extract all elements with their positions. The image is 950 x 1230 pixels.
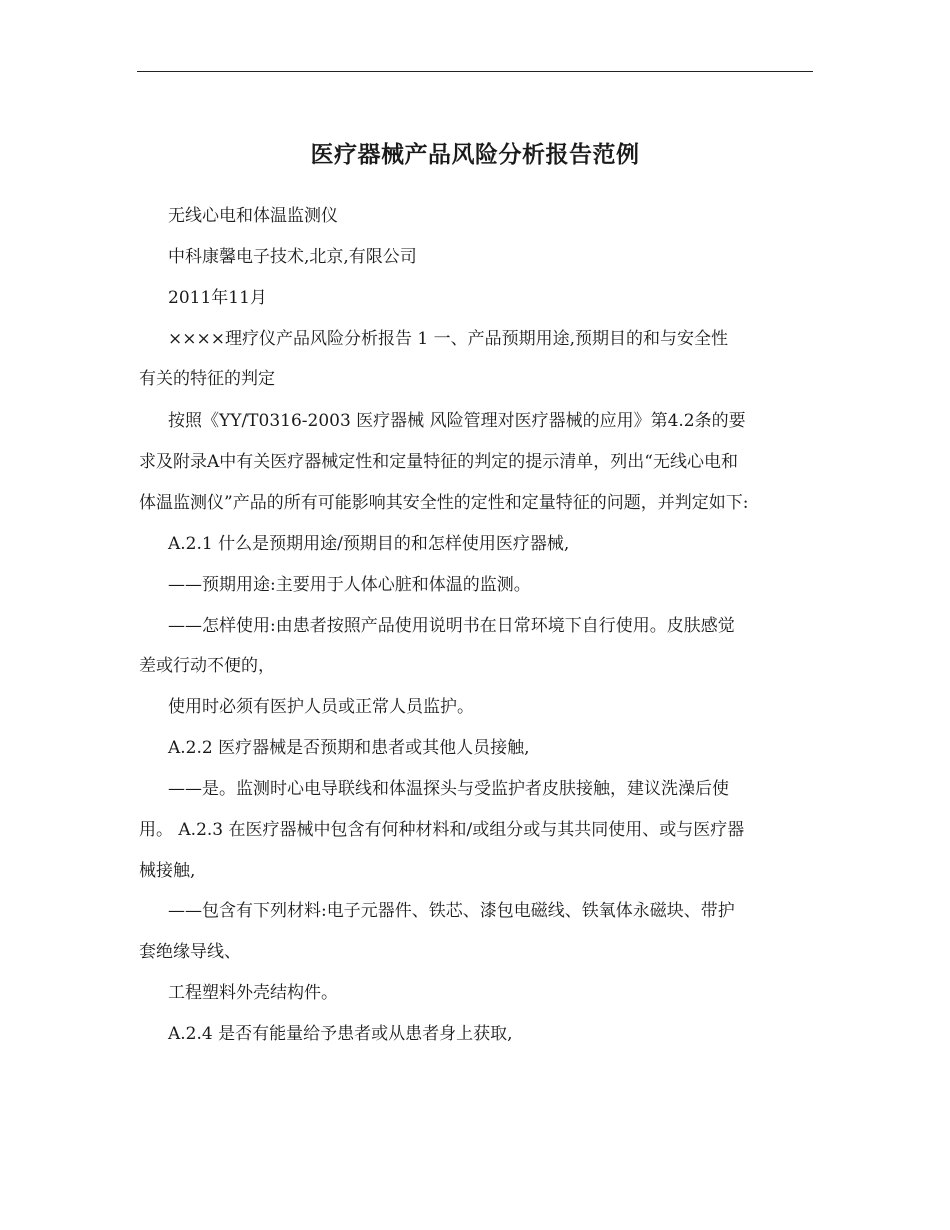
body-line: 求及附录A中有关医疗器械定性和定量特征的判定的提示清单，列出“无线心电和 — [139, 452, 738, 472]
section-heading-a22: A.2.2 医疗器械是否预期和患者或其他人员接触, — [168, 738, 530, 758]
document-title: 医疗器械产品风险分析报告范例 — [310, 141, 640, 168]
body-line: ——包含有下列材料:电子元器件、铁芯、漆包电磁线、铁氧体永磁块、带护 — [168, 901, 735, 921]
body-line: ××××理疗仪产品风险分析报告 1 一、产品预期用途,预期目的和与安全性 — [168, 329, 729, 349]
body-line: 用。 A.2.3 在医疗器械中包含有何种材料和/或组分或与其共同使用、或与医疗器 — [139, 820, 745, 840]
company-line: 中科康馨电子技术,北京,有限公司 — [168, 247, 417, 267]
body-line: ——预期用途:主要用于人体心脏和体温的监测。 — [168, 575, 531, 595]
body-line: 工程塑料外壳结构件。 — [168, 983, 338, 1003]
section-heading-a21: A.2.1 什么是预期用途/预期目的和怎样使用医疗器械, — [168, 534, 570, 554]
section-heading-a24: A.2.4 是否有能量给予患者或从患者身上获取, — [168, 1024, 513, 1044]
body-line: 按照《YY/T0316-2003 医疗器械 风险管理对医疗器械的应用》第4.2条的要 — [168, 411, 746, 431]
body-line: 套绝缘导线、 — [139, 942, 241, 962]
body-line: 差或行动不便的， — [139, 656, 275, 676]
body-line: 使用时必须有医护人员或正常人员监护。 — [168, 697, 474, 717]
body-line: 体温监测仪”产品的所有可能影响其安全性的定性和定量特征的问题，并判定如下: — [139, 493, 749, 513]
body-line: 械接触, — [139, 861, 196, 881]
body-line: ——怎样使用:由患者按照产品使用说明书在日常环境下自行使用。皮肤感觉 — [168, 616, 735, 636]
body-line: 有关的特征的判定 — [139, 369, 275, 389]
product-name-line: 无线心电和体温监测仪 — [168, 206, 338, 226]
header-rule — [137, 71, 813, 72]
date-line: 2011年11月 — [168, 288, 267, 308]
body-line: ——是。监测时心电导联线和体温探头与受监护者皮肤接触，建议洗澡后使 — [168, 779, 729, 799]
